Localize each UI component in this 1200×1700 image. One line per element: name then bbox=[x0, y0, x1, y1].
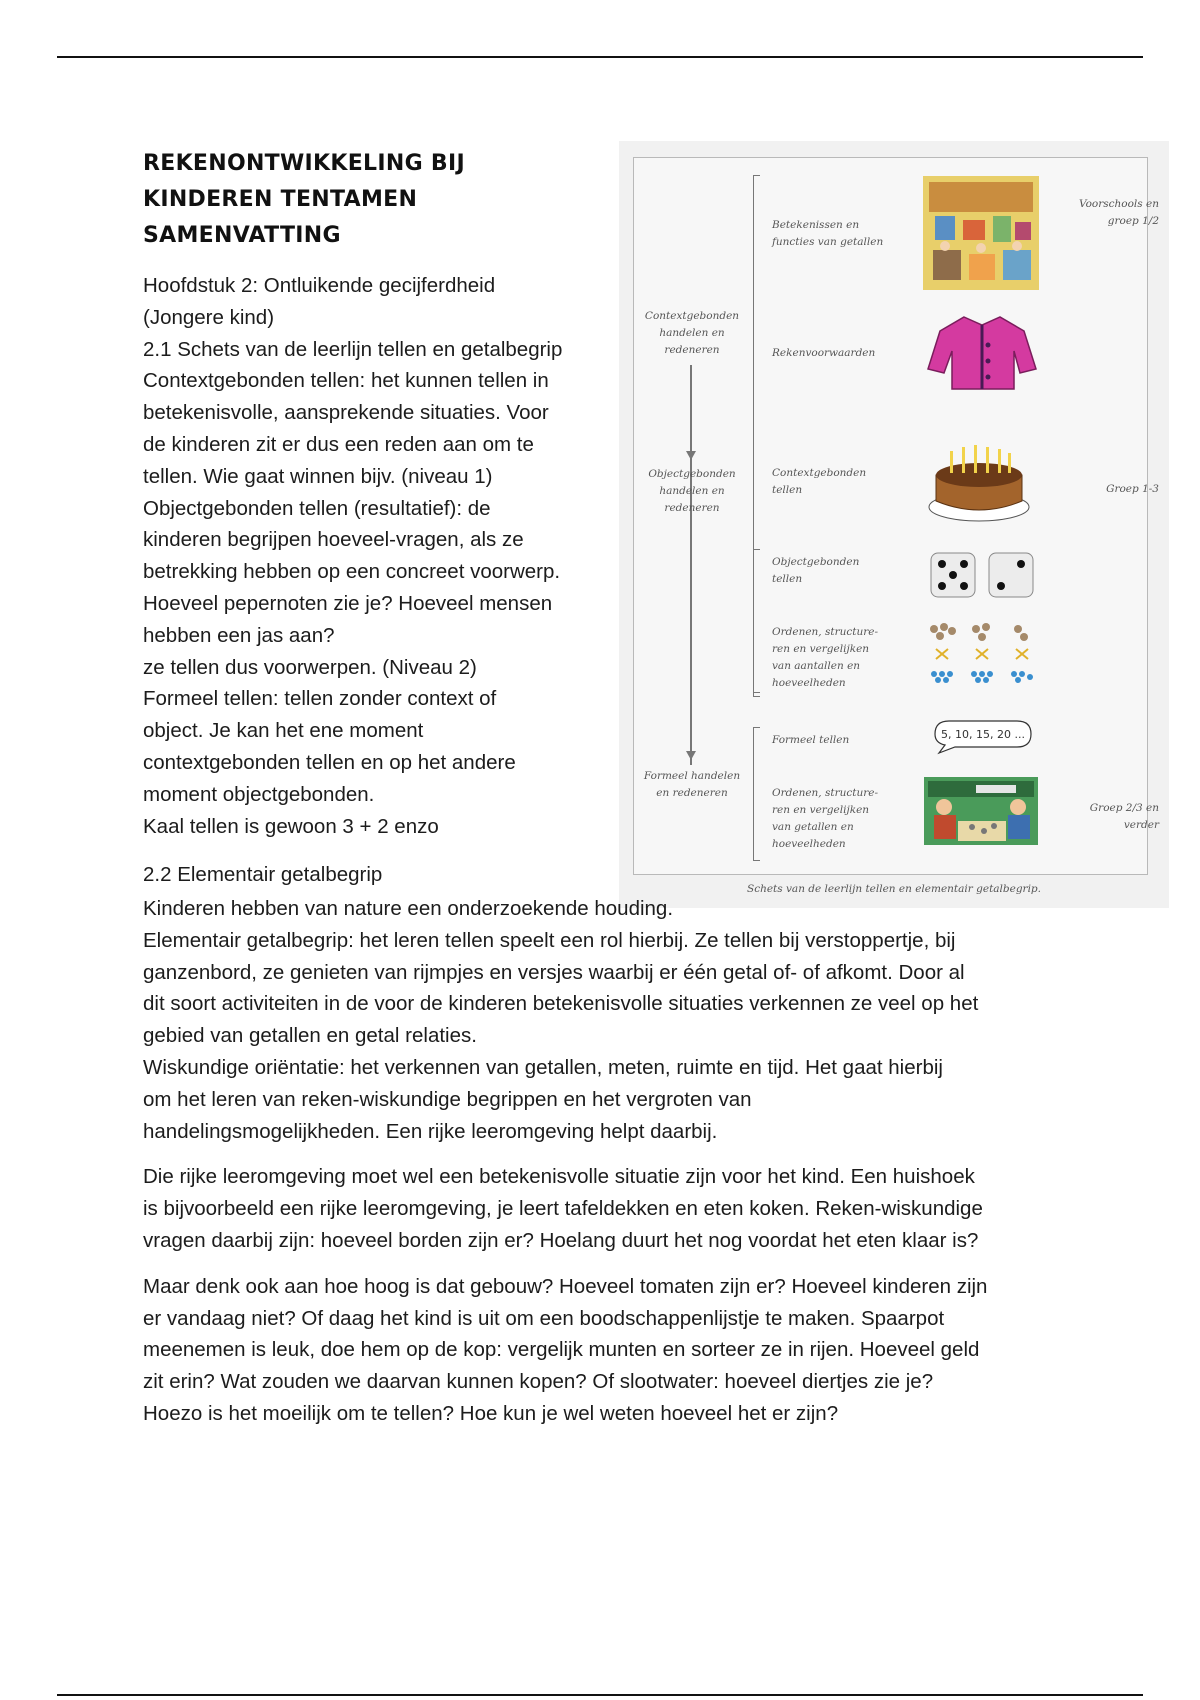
text-line: Maar denk ook aan hoe hoog is dat gebouw? Hoeveel tomaten zijn er? Hoeveel kinderen zijn bbox=[143, 1274, 988, 1298]
text-line: moment objectgebonden. bbox=[143, 782, 375, 806]
text-line: gebied van getallen en getal relaties. bbox=[143, 1024, 477, 1048]
paragraph bbox=[143, 1271, 1083, 1430]
text-line: Kinderen hebben van nature een onderzoekende houding. bbox=[143, 897, 674, 920]
text-line: 2.1 Schets van de leerlijn tellen en getalbegrip bbox=[143, 337, 563, 361]
classroom-picture bbox=[923, 176, 1039, 290]
text-line: Hoeveel pepernoten zie je? Hoeveel mensen bbox=[143, 591, 553, 615]
text-line: ganzenbord, ze genieten van rijmpjes en versjes waarbij er één getal of- of afkomt. Door al bbox=[143, 960, 965, 984]
dice-picture bbox=[929, 551, 1037, 601]
text-line: de kinderen zit er dus een reden aan om te bbox=[143, 432, 534, 456]
item-formeel-tellen: Formeel tellen bbox=[772, 734, 850, 746]
text-line: ze tellen dus voorwerpen. (Niveau 2) bbox=[143, 655, 477, 679]
arrow-down-icon bbox=[686, 451, 696, 460]
bracket bbox=[753, 727, 760, 861]
item-contextgebonden-tellen: Contextgebonden tellen bbox=[772, 467, 867, 496]
text-line: tellen. Wie gaat winnen bijv. (niveau 1) bbox=[143, 464, 493, 488]
arrow-down-icon bbox=[686, 751, 696, 760]
speech-bubble-text: 5, 10, 15, 20 ... bbox=[941, 728, 1025, 741]
text-line: Hoofdstuk 2: Ontluikende gecijferdheid bbox=[143, 274, 496, 297]
text-line: dit soort activiteiten in de voor de kinderen betekenisvolle situaties verkennen ze veel op het bbox=[143, 992, 979, 1016]
section-heading: 2.2 Elementair getalbegrip bbox=[143, 863, 383, 886]
text-line: Objectgebonden tellen (resultatief): de bbox=[143, 496, 491, 520]
stage-object-label: Objectgebonden handelen en redeneren bbox=[648, 468, 736, 514]
bottom-rule bbox=[57, 1694, 1143, 1696]
text-line: is bijvoorbeeld een rijke leeromgeving, je leert tafeldekken en eten koken. Reken-wiskundige bbox=[143, 1197, 983, 1221]
stage-arrow-line bbox=[690, 525, 692, 765]
text-line: Hoezo is het moeilijk om te tellen? Hoe kun je wel weten hoeveel het er zijn? bbox=[143, 1401, 839, 1425]
speech-bubble bbox=[931, 719, 1033, 755]
text-line: Wiskundige oriëntatie: het verkennen van getallen, meten, ruimte en tijd. Het gaat hierbij bbox=[143, 1055, 943, 1079]
chapter-2-text bbox=[143, 270, 613, 842]
text-line: betekenisvolle, aansprekende situaties. Voor bbox=[143, 401, 549, 425]
text-line: betrekking hebben op een concreet voorwerp. bbox=[143, 560, 561, 584]
title-line: REKENONTWIKKELING BIJ bbox=[143, 151, 465, 176]
coat-picture bbox=[924, 311, 1040, 391]
title-line: KINDEREN TENTAMEN bbox=[143, 187, 418, 212]
text-line: handelingsmogelijkheden. Een rijke leeromgeving helpt daarbij. bbox=[143, 1119, 718, 1143]
text-line: kinderen begrijpen hoeveel-vragen, als ze bbox=[143, 528, 524, 552]
text-line: Elementair getalbegrip: het leren tellen speelt een rol hierbij. Ze tellen bij verstoppertje, bij bbox=[143, 928, 956, 952]
text-line: Kaal tellen is gewoon 3 + 2 enzo bbox=[143, 814, 439, 838]
paragraph bbox=[143, 893, 1083, 1147]
text-line: (Jongere kind) bbox=[143, 305, 275, 329]
text-line: object. Je kan het ene moment bbox=[143, 719, 424, 743]
text-line: om het leren van reken-wiskundige begrippen en het vergroten van bbox=[143, 1087, 752, 1111]
text-line: meenemen is leuk, doe hem op de kop: vergelijk munten en sorteer ze in rijen. Hoeveel geld bbox=[143, 1338, 980, 1362]
table-scene-picture bbox=[924, 777, 1038, 845]
top-rule bbox=[57, 56, 1143, 58]
bracket bbox=[753, 549, 760, 693]
figure-caption: Schets van de leerlijn tellen en elementair getalbegrip. bbox=[747, 883, 1041, 895]
text-line: Formeel tellen: tellen zonder context of bbox=[143, 687, 497, 711]
title-line: SAMENVATTING bbox=[143, 223, 341, 248]
text-line: contextgebonden tellen en op het andere bbox=[143, 750, 516, 774]
item-betekenissen: Betekenissen en functies van getallen bbox=[772, 219, 884, 248]
stage-context-label: Contextgebonden handelen en redeneren bbox=[644, 310, 740, 356]
document-title bbox=[143, 146, 603, 254]
item-ordenen-getallen: Ordenen, structure- ren en vergelijken van getallen en hoeveelheden bbox=[772, 787, 879, 850]
counting-objects-picture bbox=[924, 619, 1036, 685]
item-ordenen-aantallen: Ordenen, structure- ren en vergelijken van aantallen en hoeveelheden bbox=[772, 626, 879, 689]
group-2-3-label: Groep 2/3 en verder bbox=[1089, 802, 1159, 831]
learning-line-figure bbox=[619, 141, 1169, 908]
group-1-3-label: Groep 1-3 bbox=[1106, 483, 1159, 495]
text-line: Contextgebonden tellen: het kunnen tellen in bbox=[143, 369, 549, 393]
text-line: vragen daarbij zijn: hoeveel borden zijn er? Hoelang duurt het nog voordat het eten klaar is? bbox=[143, 1228, 979, 1252]
text-line: zit erin? Wat zouden we daarvan kunnen kopen? Of slootwater: hoeveel diertjes zie je? bbox=[143, 1370, 934, 1394]
text-line: er vandaag niet? Of daag het kind is uit om een boodschappenlijstje te maken. Spaarpot bbox=[143, 1306, 945, 1330]
group-preschool-label: Voorschools en groep 1/2 bbox=[1078, 198, 1159, 227]
text-line: hebben een jas aan? bbox=[143, 623, 335, 647]
birthday-cake-picture bbox=[924, 435, 1034, 525]
stage-formal-label: Formeel handelen en redeneren bbox=[643, 770, 741, 799]
item-rekenvoorwaarden: Rekenvoorwaarden bbox=[772, 347, 876, 359]
text-line: Die rijke leeromgeving moet wel een betekenisvolle situatie zijn voor het kind. Een huishoek bbox=[143, 1165, 975, 1189]
item-objectgebonden-tellen: Objectgebonden tellen bbox=[772, 556, 860, 585]
paragraph bbox=[143, 1161, 1083, 1256]
